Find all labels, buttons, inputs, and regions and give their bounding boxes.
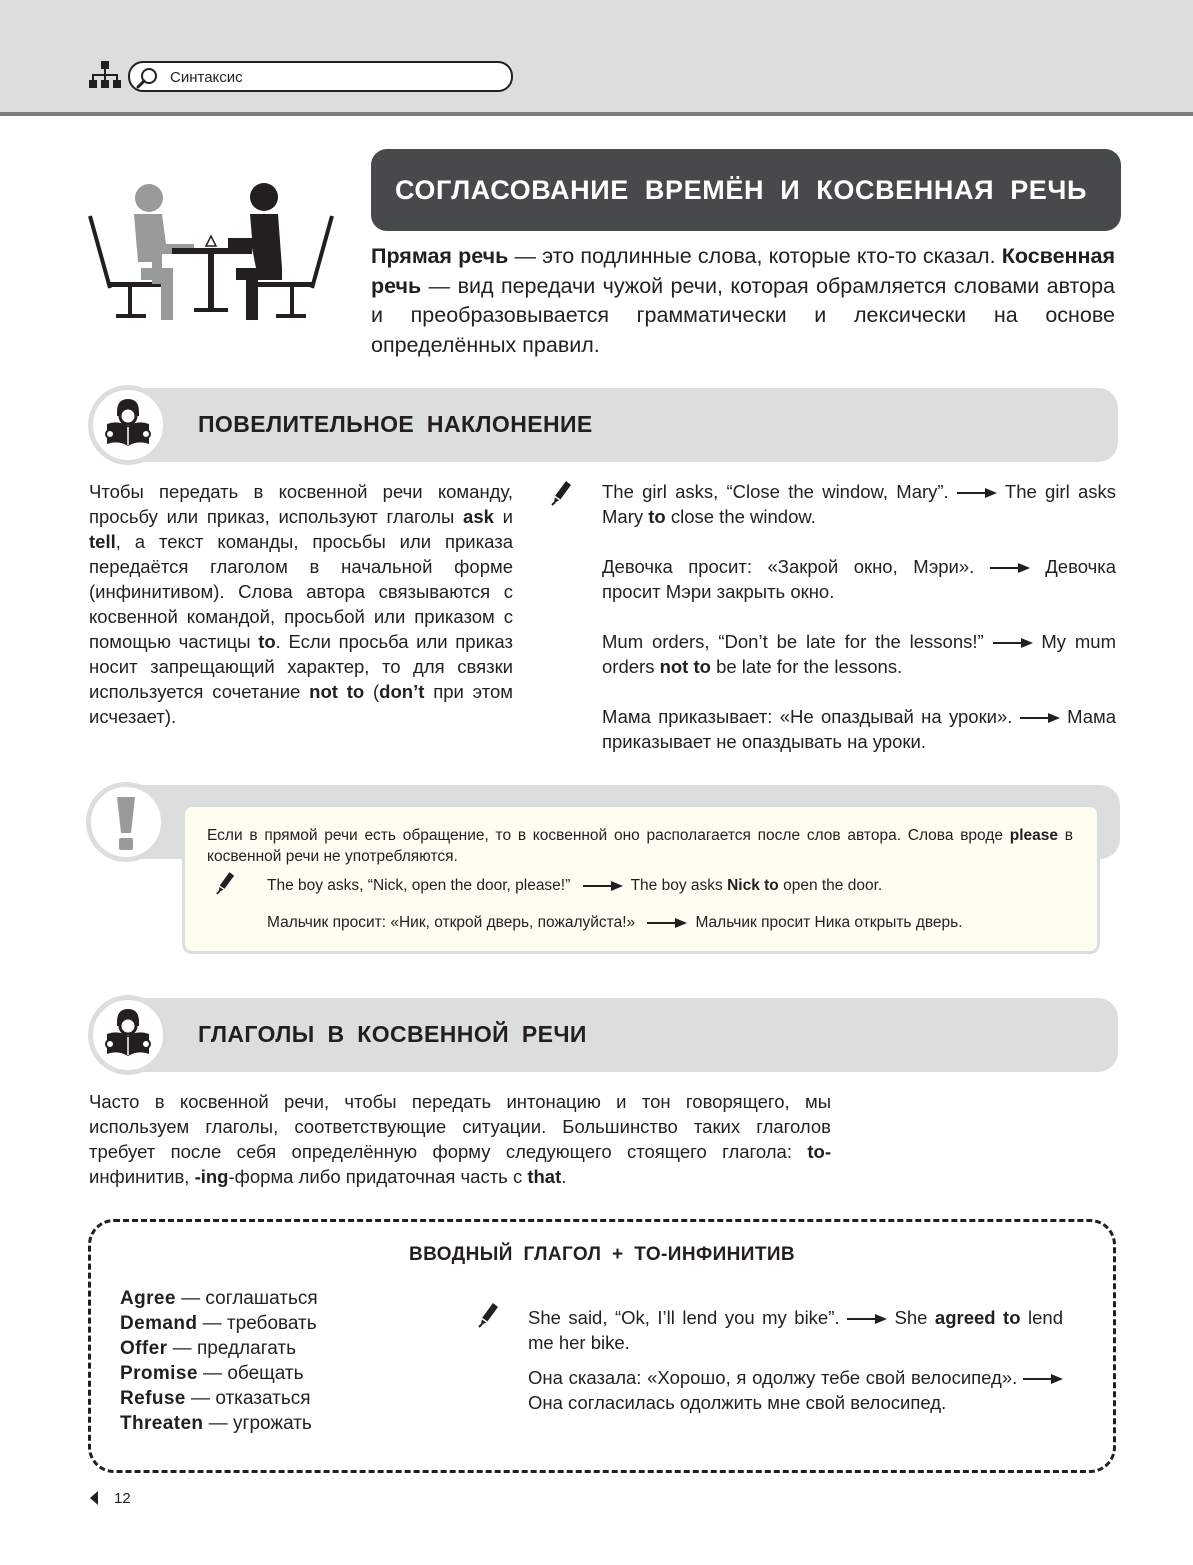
- pen-icon: [215, 871, 235, 895]
- example-bold: Nick to: [727, 877, 779, 894]
- indirect-speech-term: Косвенная речь: [371, 244, 1116, 298]
- example-indirect: Мама приказывает не опаздывать на уроки.: [602, 706, 1117, 752]
- list-item: [120, 1386, 318, 1411]
- breadcrumb: Синтаксис: [170, 69, 243, 86]
- arrow-icon: [583, 880, 623, 892]
- example-direct: Mum orders, “Don’t be late for the lessons!”: [602, 631, 984, 652]
- example-russian-2: [602, 704, 1116, 754]
- note-block: [86, 782, 1120, 960]
- direct-speech-term: Прямая речь: [371, 244, 509, 268]
- rule-text: и: [493, 506, 513, 527]
- note-text-part: в косвенной речи не употребляются.: [207, 827, 1073, 865]
- example-indirect: close the window.: [665, 506, 816, 527]
- rule-text: (: [364, 681, 380, 702]
- intro-text-part: инфинитив,: [89, 1166, 195, 1187]
- note-example-russian: [267, 912, 963, 933]
- section-header-verbs: [88, 995, 1118, 1075]
- intro-text-part: -форма либо придаточная часть с: [228, 1166, 528, 1187]
- verb-russian: — предлагать: [167, 1338, 296, 1359]
- rule-bold: to: [258, 631, 276, 652]
- verb-russian: — угрожать: [203, 1413, 312, 1434]
- page-number-text: 12: [114, 1490, 131, 1507]
- verb-english: Agree: [120, 1288, 176, 1309]
- rule-text: , а текст команды, просьбы или приказа передаётся глаголом в начальной форме (инфинитивом). Слова автора связываются с косвенной командой, просьбой или приказом с помощью частицы: [89, 531, 513, 652]
- example-russian-1: [602, 554, 1116, 604]
- pen-icon: [550, 480, 572, 506]
- rule-text: при этом исчезает).: [89, 681, 513, 727]
- indirect-speech-definition: — вид передачи чужой речи, которая обрамляется словами автора и преобразовывается грамматически и лексически на основе определённых правил.: [371, 273, 1115, 357]
- verb-english: Demand: [120, 1313, 198, 1334]
- verb-russian: — обещать: [197, 1363, 304, 1384]
- arrow-icon: [1020, 712, 1060, 724]
- example-indirect: Девочка просит Мэри закрыть окно.: [602, 556, 1116, 602]
- intro-text-part: .: [561, 1166, 567, 1187]
- list-item: [120, 1311, 318, 1336]
- direct-speech-definition: — это подлинные слова, которые кто-то сказал.: [508, 244, 1002, 268]
- example-indirect: The girl asks Mary: [602, 481, 1117, 527]
- list-item: [120, 1411, 318, 1436]
- example-indirect: lend me her bike.: [528, 1307, 1063, 1353]
- pen-icon: [477, 1302, 499, 1328]
- intro-definition: [371, 242, 1115, 360]
- verb-english: Offer: [120, 1338, 168, 1359]
- page-number: [88, 1490, 131, 1507]
- two-people-table-illustration: [86, 178, 336, 324]
- intro-bold: -ing: [194, 1166, 229, 1187]
- example-direct: The boy asks, “Nick, open the door, please!”: [267, 877, 571, 894]
- list-item: [120, 1361, 318, 1386]
- example-direct: Мама приказывает: «Не опаздывай на уроки».: [602, 706, 1013, 727]
- example-indirect: Она согласилась одолжить мне свой велосипед.: [528, 1392, 947, 1413]
- rule-bold: not to: [309, 681, 365, 702]
- verbs-intro-text: [89, 1089, 831, 1189]
- example-english-2: [602, 629, 1116, 679]
- verb-example-russian: [528, 1365, 1063, 1415]
- example-bold: to: [648, 506, 666, 527]
- rule-text: . Если просьба или приказ носит запрещающий характер, то для связки используется сочетание: [89, 631, 513, 702]
- example-direct: She said, “Ok, I’ll lend you my bike”.: [528, 1307, 840, 1328]
- verb-english: Promise: [120, 1363, 198, 1384]
- top-bar: [0, 0, 1193, 116]
- section-title-imperative: ПОВЕЛИТЕЛЬНОЕ НАКЛОНЕНИЕ: [198, 411, 593, 437]
- list-item: [120, 1336, 318, 1361]
- verb-russian: — требовать: [197, 1313, 317, 1334]
- example-direct: Девочка просит: «Закрой окно, Мэри».: [602, 556, 975, 577]
- example-bold: agreed to: [934, 1307, 1021, 1328]
- arrow-icon: [847, 1313, 887, 1325]
- example-direct: Мальчик просит: «Ник, открой дверь, пожалуйста!»: [267, 914, 636, 931]
- intro-bold: that: [527, 1166, 562, 1187]
- example-direct: The girl asks, “Close the window, Mary”.: [602, 481, 949, 502]
- rule-bold: don’t: [379, 681, 425, 702]
- rule-text: Чтобы передать в косвенной речи команду, просьбу или приказ, используют глаголы: [89, 481, 513, 527]
- verb-russian: — соглашаться: [175, 1288, 318, 1309]
- example-english-1: [602, 479, 1116, 529]
- example-indirect: Мальчик просит Ника открыть дверь.: [695, 914, 963, 931]
- page-marker-icon: [88, 1491, 98, 1505]
- verb-example-english: [528, 1305, 1063, 1355]
- arrow-icon: [647, 917, 687, 929]
- reader-icon: [103, 1008, 153, 1062]
- verb-english: Threaten: [120, 1413, 204, 1434]
- intro-text-part: Часто в косвенной речи, чтобы передать интонацию и тон говорящего, мы используем глаголы, соответствующие ситуации. Большинство таких глаголов требует после себя определённую форму следующего стоящего глагола:: [89, 1091, 831, 1162]
- example-indirect: My mum orders: [602, 631, 1116, 677]
- search-icon: [136, 66, 160, 90]
- example-indirect: be late for the lessons.: [710, 656, 903, 677]
- list-item: [120, 1286, 318, 1311]
- search-box[interactable]: [128, 61, 513, 92]
- verb-list: [120, 1286, 318, 1436]
- verb-russian: — отказаться: [185, 1388, 311, 1409]
- reader-icon-circle: [88, 995, 168, 1075]
- arrow-icon: [990, 562, 1030, 574]
- arrow-icon: [993, 637, 1033, 649]
- section-title-verbs: ГЛАГОЛЫ В КОСВЕННОЙ РЕЧИ: [198, 1021, 587, 1047]
- example-indirect: open the door.: [778, 877, 883, 894]
- note-example-english: [267, 875, 882, 896]
- note-card: [182, 804, 1100, 954]
- arrow-icon: [1023, 1373, 1063, 1385]
- rule-bold: tell: [89, 531, 116, 552]
- note-text-part: Если в прямой речи есть обращение, то в косвенной оно располагается после слов автора. Слова вроде: [207, 827, 1010, 844]
- hierarchy-icon: [88, 60, 122, 90]
- example-direct: Она сказала: «Хорошо, я одолжу тебе свой велосипед».: [528, 1367, 1018, 1388]
- section-header-imperative: [88, 385, 1118, 465]
- main-title-box: [371, 149, 1121, 231]
- arrow-icon: [957, 487, 997, 499]
- verb-english: Refuse: [120, 1388, 186, 1409]
- note-text: [207, 825, 1073, 867]
- reader-icon-circle: [88, 385, 168, 465]
- exclamation-icon: [109, 793, 143, 853]
- intro-bold: to-: [807, 1141, 831, 1162]
- reader-icon: [103, 398, 153, 452]
- verb-table-title: ВВОДНЫЙ ГЛАГОЛ + TO-ИНФИНИТИВ: [408, 1244, 796, 1265]
- note-bold: please: [1009, 827, 1059, 844]
- exclamation-icon-circle: [86, 782, 166, 862]
- example-bold: not to: [659, 656, 711, 677]
- verb-table-box: [88, 1219, 1116, 1473]
- example-indirect: She: [887, 1307, 935, 1328]
- rule-bold: ask: [463, 506, 494, 527]
- imperative-rule-text: [89, 479, 513, 729]
- page-title: СОГЛАСОВАНИЕ ВРЕМЁН И КОСВЕННАЯ РЕЧЬ: [395, 175, 1087, 205]
- example-indirect: The boy asks: [630, 877, 728, 894]
